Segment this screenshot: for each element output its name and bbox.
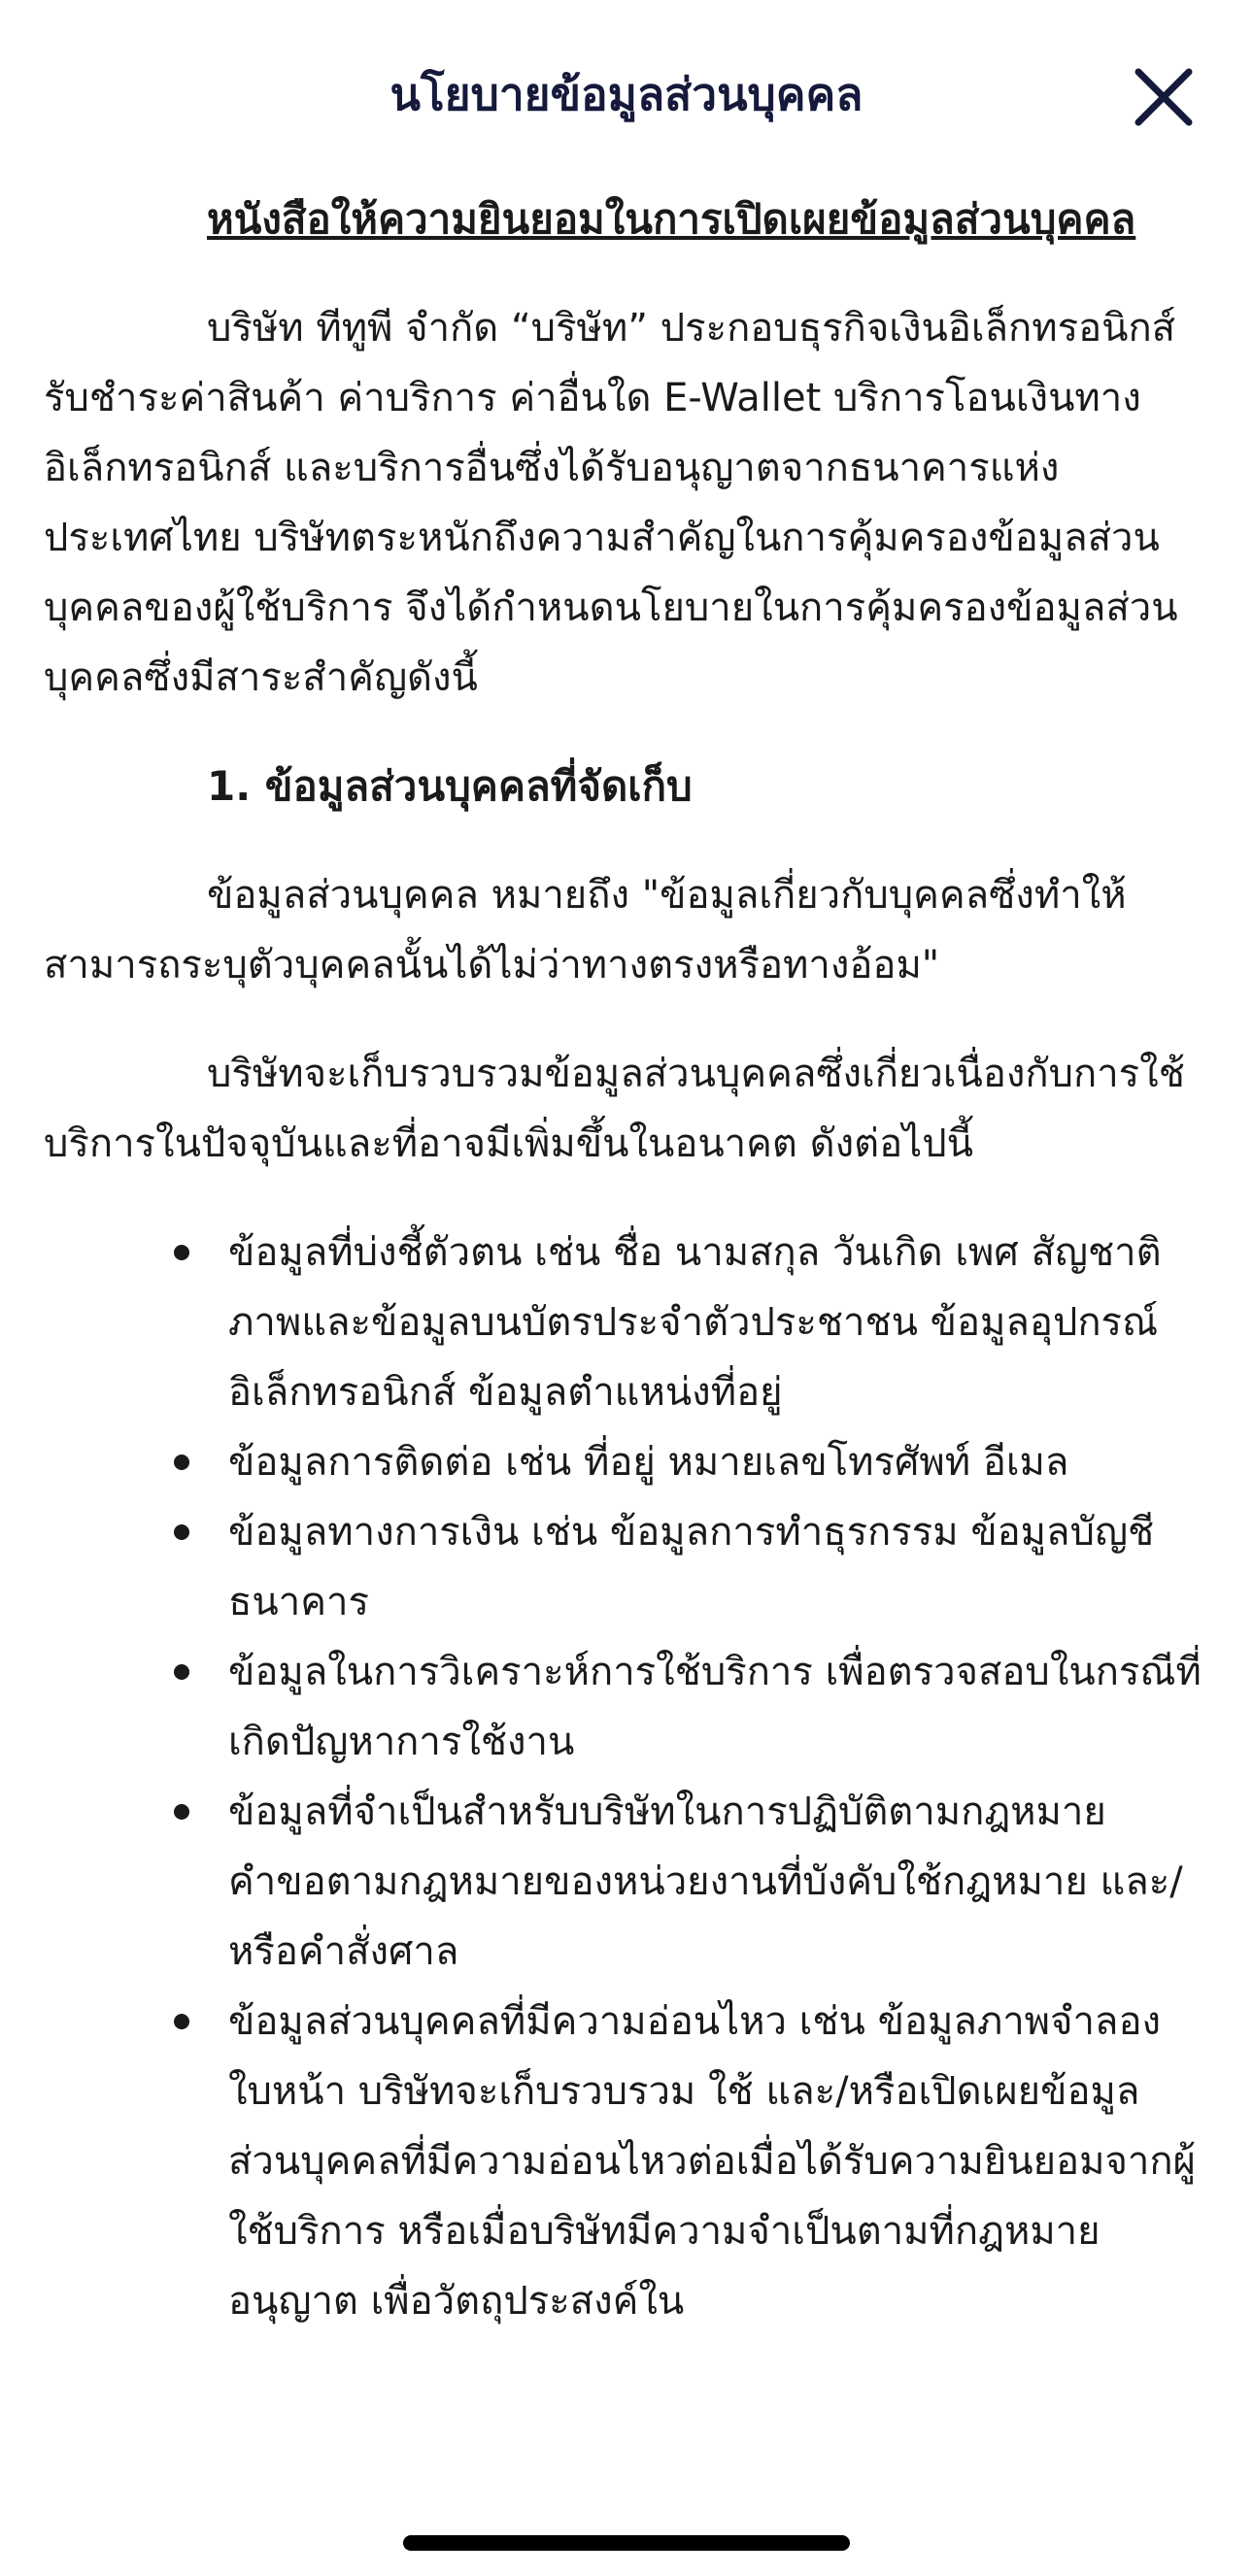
bullet-icon (174, 1245, 189, 1260)
home-indicator[interactable] (403, 2535, 850, 2551)
bullet-icon (174, 1524, 189, 1540)
list-item (228, 1987, 1209, 2336)
close-icon (1127, 60, 1201, 134)
section-1-title: 1. ข้อมูลส่วนบุคคลที่จัดเก็บ (207, 762, 693, 810)
list-item-text: ข้อมูลส่วนบุคคลที่มีความอ่อนไหว เช่น ข้อมูลภาพจำลองใบหน้า บริษัทจะเก็บรวบรวม ใช้ และ/หรือเปิดเผยข้อมูลส่วนบุคคลที่มีความอ่อนไหวต่อเมื่อได้รับความยินยอมจากผู้ใช้บริการ หรือเมื่อบริษัทมีความจำเป็นตามที่กฎหมายอนุญาต เพื่อวัตถุประสงค์ใน (228, 1999, 1196, 2324)
bullet-icon (174, 1664, 189, 1680)
intro-paragraph: บริษัท ทีทูพี จำกัด “บริษัท” ประกอบธุรกิจเงินอิเล็กทรอนิกส์ รับชำระค่าสินค้า ค่าบริการ ค่าอื่นใด E-Wallet บริการโอนเงินทางอิเล็กทรอนิกส์ และบริการอื่นซึ่งได้รับอนุญาตจากธนาคารแห่งประเทศไทย บริษัทตระหนักถึงความสำคัญในการคุ้มครองข้อมูลส่วนบุคคลของผู้ใช้บริการ จึงได้กำหนดนโยบายในการคุ้มครองข้อมูลส่วนบุคคลซึ่งมีสาระสำคัญดังนี้ (44, 306, 1178, 700)
list-item (228, 1777, 1209, 1987)
list-item-text: ข้อมูลที่บ่งชี้ตัวตน เช่น ชื่อ นามสกุล วันเกิด เพศ สัญชาติ ภาพและข้อมูลบนบัตรประจำตัวประชาชน ข้อมูลอุปกรณ์อิเล็กทรอนิกส์ ข้อมูลตำแหน่งที่อยู่ (228, 1230, 1162, 1415)
page-title: นโยบายข้อมูลส่วนบุคคล (389, 68, 864, 120)
bullet-icon (174, 2014, 189, 2029)
list-item (228, 1637, 1209, 1777)
list-item-text: ข้อมูลในการวิเคราะห์การใช้บริการ เพื่อตรวจสอบในกรณีที่เกิดปัญหาการใช้งาน (228, 1650, 1202, 1764)
list-item (228, 1497, 1209, 1637)
header-bar (0, 0, 1253, 194)
document-heading: หนังสือให้ความยินยอมในการเปิดเผยข้อมูลส่วนบุคคล (207, 195, 1136, 243)
list-item-text: ข้อมูลการติดต่อ เช่น ที่อยู่ หมายเลขโทรศัพท์ อีเมล (228, 1440, 1069, 1485)
definition-paragraph: ข้อมูลส่วนบุคคล หมายถึง "ข้อมูลเกี่ยวกับบุคคลซึ่งทำให้สามารถระบุตัวบุคคลนั้นได้ไม่ว่าทางตรงหรือทางอ้อม" (44, 873, 1127, 987)
bullet-icon (174, 1804, 189, 1820)
collection-intro-paragraph: บริษัทจะเก็บรวบรวมข้อมูลส่วนบุคคลซึ่งเกี่ยวเนื่องกับการใช้บริการในปัจจุบันและที่อาจมีเพิ่มขึ้นในอนาคต ดังต่อไปนี้ (44, 1052, 1185, 1166)
close-button[interactable] (1127, 60, 1201, 134)
list-item-text: ข้อมูลที่จำเป็นสำหรับบริษัทในการปฏิบัติตามกฎหมาย คำขอตามกฎหมายของหน่วยงานที่บังคับใช้กฎหมาย และ/หรือคำสั่งศาล (228, 1790, 1183, 1974)
list-item-text: ข้อมูลทางการเงิน เช่น ข้อมูลการทำธุรกรรม ข้อมูลบัญชีธนาคาร (228, 1510, 1155, 1624)
bullet-icon (174, 1455, 189, 1470)
collected-data-list (44, 1218, 1209, 2336)
policy-content[interactable] (44, 184, 1209, 2476)
list-item (228, 1427, 1209, 1497)
list-item (228, 1218, 1209, 1427)
